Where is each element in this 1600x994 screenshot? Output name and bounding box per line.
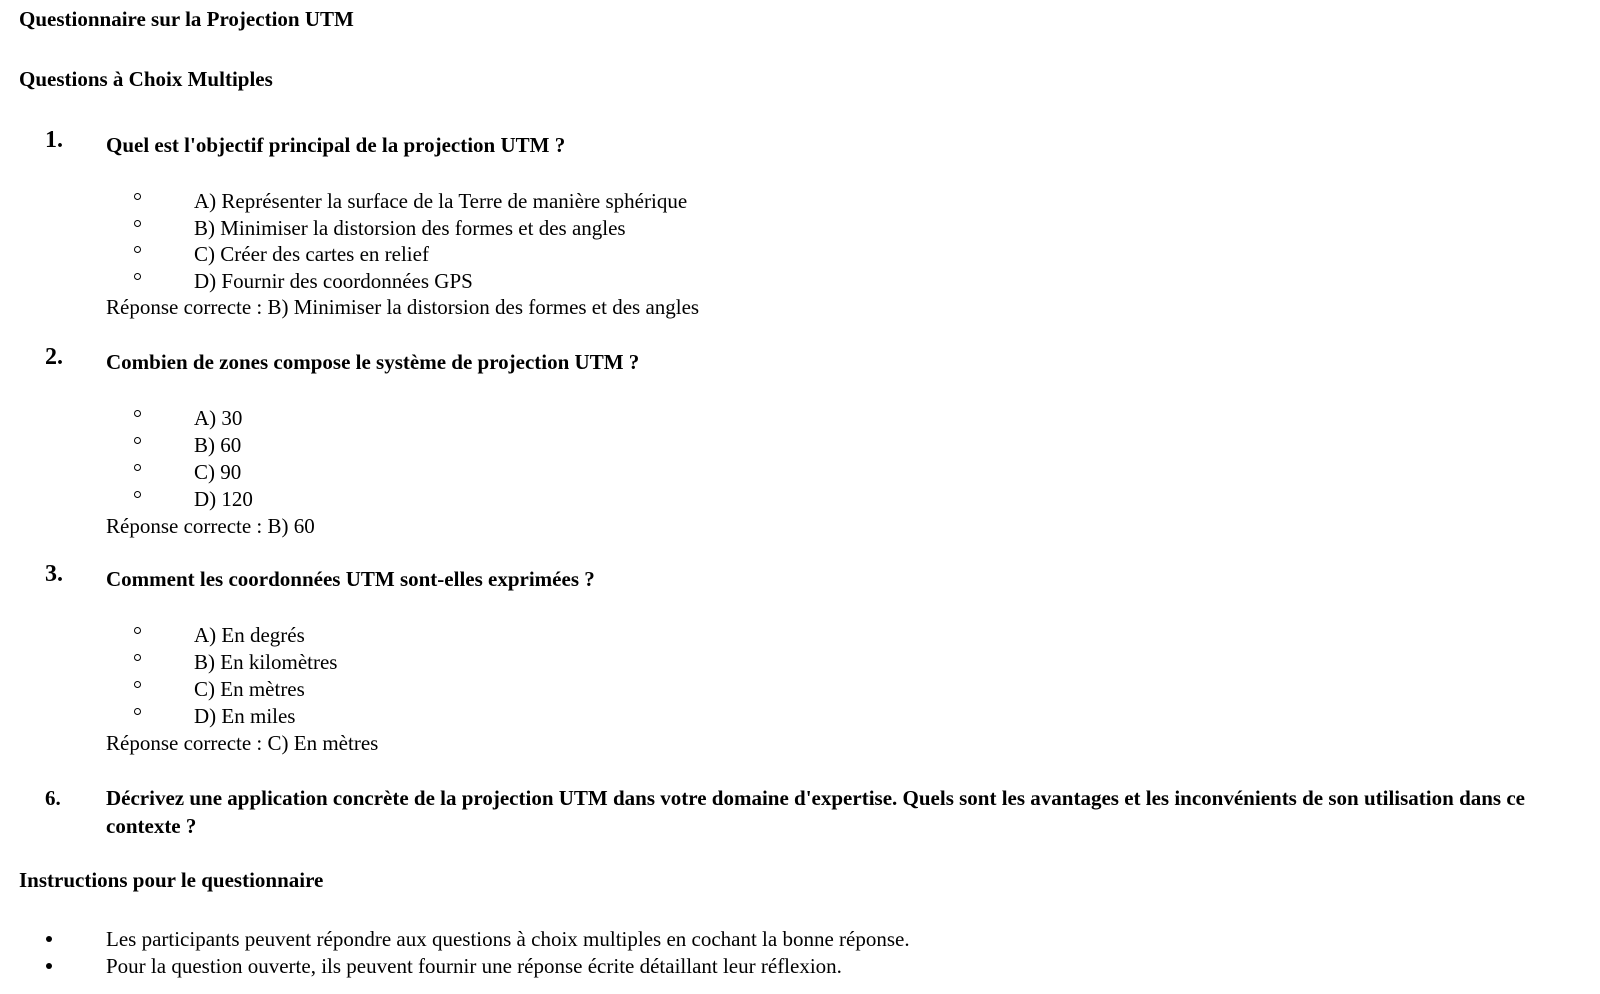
option-item: D) 120 bbox=[194, 487, 253, 511]
instruction-bullet-icon bbox=[46, 936, 52, 942]
correct-answer: Réponse correcte : B) 60 bbox=[106, 514, 315, 538]
correct-answer: Réponse correcte : B) Minimiser la distorsion des formes et des angles bbox=[106, 295, 700, 319]
option-item: B) 60 bbox=[194, 433, 242, 457]
option-item: B) En kilomètres bbox=[194, 650, 338, 674]
question-number: 2. bbox=[45, 344, 63, 370]
option-bullet-icon bbox=[134, 193, 141, 200]
instruction-item: Pour la question ouverte, ils peuvent fournir une réponse écrite détaillant leur réflexion. bbox=[106, 954, 842, 978]
instructions-heading: Instructions pour le questionnaire bbox=[19, 868, 324, 892]
option-item: C) 90 bbox=[194, 460, 242, 484]
option-bullet-icon bbox=[134, 654, 141, 661]
option-bullet-icon bbox=[134, 491, 141, 498]
option-bullet-icon bbox=[134, 464, 141, 471]
instruction-bullet-icon bbox=[46, 963, 52, 969]
option-item: C) Créer des cartes en relief bbox=[194, 242, 429, 266]
option-bullet-icon bbox=[134, 627, 141, 634]
correct-answer: Réponse correcte : C) En mètres bbox=[106, 731, 379, 755]
document-title: Questionnaire sur la Projection UTM bbox=[19, 7, 354, 31]
mcq-heading: Questions à Choix Multiples bbox=[19, 67, 273, 91]
option-bullet-icon bbox=[134, 246, 141, 253]
option-item: D) Fournir des coordonnées GPS bbox=[194, 269, 473, 293]
option-bullet-icon bbox=[134, 220, 141, 227]
option-item: D) En miles bbox=[194, 704, 296, 728]
option-bullet-icon bbox=[134, 410, 141, 417]
option-bullet-icon bbox=[134, 681, 141, 688]
open-question-text: Décrivez une application concrète de la projection UTM dans votre domaine d'expertise. Quels sont les avantages et les inconvénients de son utilisation dans ce contexte ? bbox=[106, 786, 1525, 838]
option-bullet-icon bbox=[134, 437, 141, 444]
option-item: A) Représenter la surface de la Terre de manière sphérique bbox=[194, 189, 688, 213]
question-number: 3. bbox=[45, 561, 63, 587]
option-item: A) En degrés bbox=[194, 623, 305, 647]
option-item: B) Minimiser la distorsion des formes et des angles bbox=[194, 216, 626, 240]
question-text: Combien de zones compose le système de projection UTM ? bbox=[106, 350, 640, 374]
option-item: A) 30 bbox=[194, 406, 243, 430]
option-item: C) En mètres bbox=[194, 677, 305, 701]
option-bullet-icon bbox=[134, 708, 141, 715]
question-text: Comment les coordonnées UTM sont-elles exprimées ? bbox=[106, 567, 595, 591]
instruction-item: Les participants peuvent répondre aux questions à choix multiples en cochant la bonne réponse. bbox=[106, 927, 910, 951]
question-number: 6. bbox=[45, 786, 61, 810]
question-number: 1. bbox=[45, 127, 63, 153]
option-bullet-icon bbox=[134, 273, 141, 280]
question-text: Quel est l'objectif principal de la projection UTM ? bbox=[106, 133, 566, 157]
